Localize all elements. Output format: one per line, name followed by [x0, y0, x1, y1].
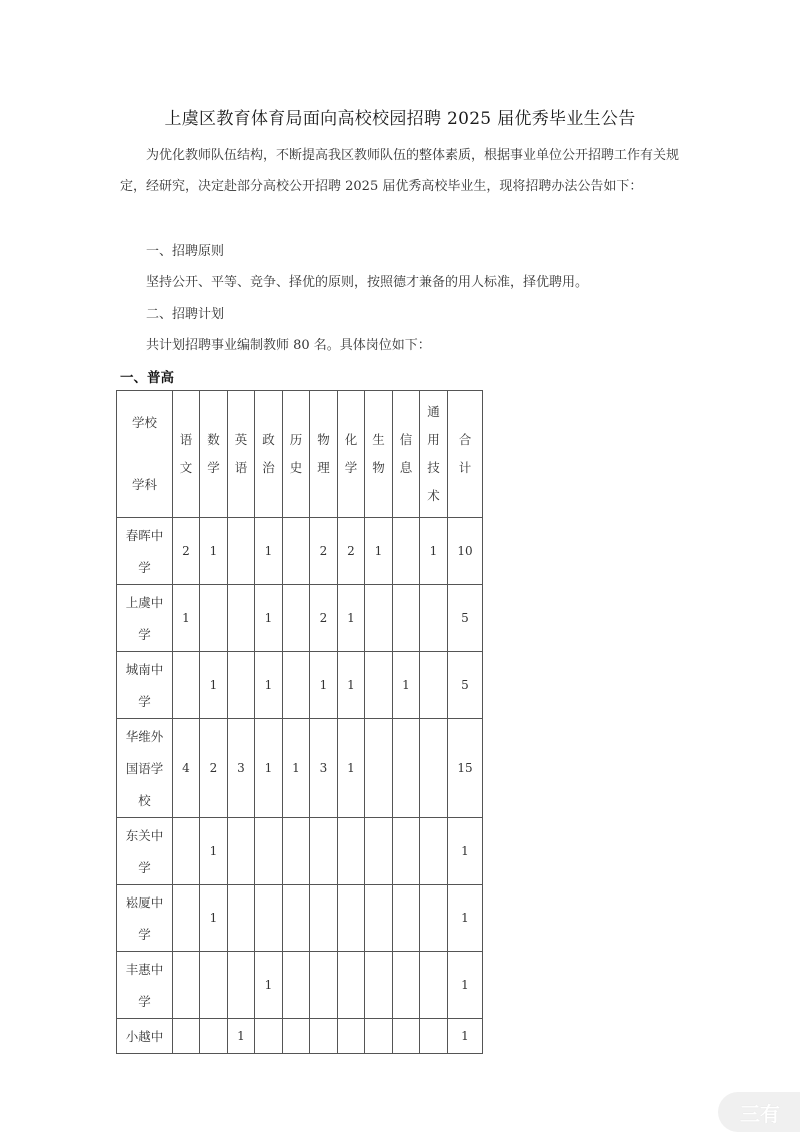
count-cell: [420, 1019, 448, 1054]
count-cell: [338, 952, 365, 1019]
count-cell: 1: [255, 518, 283, 585]
count-cell: [338, 818, 365, 885]
count-cell: [338, 1019, 365, 1054]
table-row: [117, 885, 483, 952]
subject-header-label: 合计: [458, 432, 472, 475]
subject-header: [310, 391, 338, 518]
count-cell: 5: [448, 585, 483, 652]
table-row: [117, 518, 483, 585]
count-cell: [255, 818, 283, 885]
count-cell: [173, 952, 200, 1019]
count-cell: [228, 585, 255, 652]
count-cell: [228, 518, 255, 585]
table-corner-cell: [117, 391, 173, 518]
recruitment-table: [116, 390, 483, 1054]
count-cell: [200, 1019, 228, 1054]
count-cell: 1: [448, 1019, 483, 1054]
count-cell: [255, 885, 283, 952]
count-cell: [393, 1019, 420, 1054]
count-cell: 1: [338, 719, 365, 818]
count-cell: [173, 1019, 200, 1054]
school-name-cell: [117, 719, 173, 818]
table-header-row: [117, 391, 483, 518]
school-name-cell: [117, 518, 173, 585]
count-cell: [338, 885, 365, 952]
count-cell: 1: [200, 652, 228, 719]
subject-header-label: 通用技术: [427, 404, 440, 503]
subject-header: [338, 391, 365, 518]
count-cell: 1: [420, 518, 448, 585]
count-cell: [228, 818, 255, 885]
count-cell: [365, 652, 393, 719]
subject-header-label: 化学: [344, 432, 358, 475]
school-name: 华维外国语学校: [125, 729, 164, 808]
count-cell: [173, 885, 200, 952]
count-cell: [173, 652, 200, 719]
count-cell: [365, 818, 393, 885]
count-cell: [310, 885, 338, 952]
count-cell: 5: [448, 652, 483, 719]
count-cell: 1: [393, 652, 420, 719]
watermark-badge: [718, 1092, 800, 1132]
subject-header-label: 历史: [289, 432, 303, 475]
subject-header-label: 语文: [179, 432, 193, 475]
count-cell: [393, 885, 420, 952]
school-name: 崧厦中学: [125, 895, 164, 942]
count-cell: 2: [310, 518, 338, 585]
count-cell: [228, 652, 255, 719]
heading-plan: 二、招聘计划: [146, 307, 225, 322]
count-cell: 1: [448, 952, 483, 1019]
table-row: [117, 952, 483, 1019]
count-cell: [393, 518, 420, 585]
count-cell: [200, 952, 228, 1019]
school-name-cell: [117, 885, 173, 952]
count-cell: 2: [338, 518, 365, 585]
count-cell: [393, 585, 420, 652]
school-name-cell: [117, 818, 173, 885]
count-cell: [283, 585, 310, 652]
school-name-cell: [117, 652, 173, 719]
table-row: [117, 818, 483, 885]
count-cell: [420, 719, 448, 818]
count-cell: 1: [338, 585, 365, 652]
count-cell: 1: [228, 1019, 255, 1054]
subject-header-label: 政治: [262, 432, 275, 475]
count-cell: [228, 885, 255, 952]
count-cell: 10: [448, 518, 483, 585]
count-cell: 1: [173, 585, 200, 652]
count-cell: [365, 1019, 393, 1054]
count-cell: [420, 652, 448, 719]
table-row: [117, 1019, 483, 1054]
count-cell: [393, 818, 420, 885]
count-cell: 2: [173, 518, 200, 585]
count-cell: 1: [448, 885, 483, 952]
count-cell: 1: [200, 518, 228, 585]
table-row: [117, 719, 483, 818]
count-cell: [283, 885, 310, 952]
subject-header: [255, 391, 283, 518]
plan-text: 共计划招聘事业编制教师 80 名。具体岗位如下：: [146, 338, 431, 353]
count-cell: [365, 585, 393, 652]
watermark-label: 三有: [740, 1101, 780, 1126]
count-cell: 1: [338, 652, 365, 719]
count-cell: [310, 818, 338, 885]
subject-header-label: 物理: [317, 432, 330, 475]
count-cell: 1: [283, 719, 310, 818]
count-cell: 3: [228, 719, 255, 818]
heading-principles: 一、招聘原则: [146, 244, 225, 259]
count-cell: 4: [173, 719, 200, 818]
count-cell: [393, 952, 420, 1019]
school-name: 小越中: [125, 1029, 164, 1044]
count-cell: 2: [310, 585, 338, 652]
count-cell: [420, 952, 448, 1019]
subject-header: [365, 391, 393, 518]
count-cell: [365, 952, 393, 1019]
table-row: [117, 652, 483, 719]
school-name: 丰惠中学: [125, 962, 164, 1009]
subject-header: [393, 391, 420, 518]
table-row: [117, 585, 483, 652]
subject-header: [228, 391, 255, 518]
count-cell: [283, 818, 310, 885]
count-cell: [283, 652, 310, 719]
count-cell: [283, 518, 310, 585]
subject-header-label: 数学: [207, 432, 220, 475]
subject-header: [173, 391, 200, 518]
intro-paragraph: 为优化教师队伍结构，不断提高我区教师队伍的整体素质，根据事业单位公开招聘工作有关规定，经研究，决定赴部分高校公开招聘 2025 届优秀高校毕业生，现将招聘办法公告如下：: [120, 148, 680, 194]
school-name: 上虞中学: [125, 595, 164, 642]
count-cell: [173, 818, 200, 885]
school-name-cell: [117, 585, 173, 652]
count-cell: 1: [448, 818, 483, 885]
count-cell: 1: [255, 585, 283, 652]
corner-subject-label: 学科: [131, 477, 157, 492]
corner-school-label: 学校: [131, 415, 157, 430]
count-cell: [420, 885, 448, 952]
subject-header: [200, 391, 228, 518]
subject-header-label: 生物: [372, 432, 385, 475]
subject-header: [448, 391, 483, 518]
school-name-cell: [117, 1019, 173, 1054]
count-cell: 1: [365, 518, 393, 585]
subject-header-label: 英语: [234, 432, 248, 475]
school-name-cell: [117, 952, 173, 1019]
count-cell: 3: [310, 719, 338, 818]
principle-text: 坚持公开、平等、竞争、择优的原则，按照德才兼备的用人标准，择优聘用。: [146, 275, 589, 290]
count-cell: [283, 1019, 310, 1054]
count-cell: [310, 952, 338, 1019]
section-label: 一、普高: [120, 370, 174, 386]
count-cell: [228, 952, 255, 1019]
count-cell: [283, 952, 310, 1019]
count-cell: [420, 818, 448, 885]
count-cell: 1: [255, 952, 283, 1019]
count-cell: 1: [200, 885, 228, 952]
count-cell: 1: [200, 818, 228, 885]
document-title: 上虞区教育体育局面向高校校园招聘 2025 届优秀毕业生公告: [164, 109, 636, 129]
school-name: 城南中学: [125, 662, 164, 709]
subject-header-label: 信息: [399, 432, 413, 475]
count-cell: 1: [255, 719, 283, 818]
count-cell: [200, 585, 228, 652]
count-cell: 2: [200, 719, 228, 818]
count-cell: 15: [448, 719, 483, 818]
count-cell: 1: [255, 652, 283, 719]
count-cell: 1: [310, 652, 338, 719]
subject-header: [420, 391, 448, 518]
count-cell: [365, 885, 393, 952]
count-cell: [255, 1019, 283, 1054]
school-name: 东关中学: [125, 828, 164, 875]
count-cell: [420, 585, 448, 652]
school-name: 春晖中学: [125, 528, 164, 575]
count-cell: [393, 719, 420, 818]
subject-header: [283, 391, 310, 518]
count-cell: [310, 1019, 338, 1054]
count-cell: [365, 719, 393, 818]
